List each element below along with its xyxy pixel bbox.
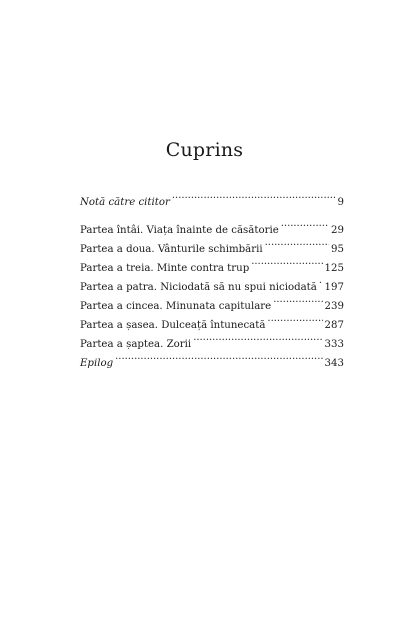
toc-dot-leader bbox=[281, 214, 329, 233]
toc-entry-page: 95 bbox=[331, 244, 344, 255]
table-of-contents bbox=[80, 186, 344, 369]
page-title: Cuprins bbox=[165, 139, 244, 161]
toc-entry-page: 343 bbox=[324, 358, 344, 369]
toc-dot-leader bbox=[193, 328, 322, 347]
toc-entry bbox=[80, 347, 344, 369]
toc-entry bbox=[80, 186, 344, 208]
toc-entry-page: 9 bbox=[337, 197, 344, 208]
toc-entry-label: Partea a cincea. Minunata capitulare bbox=[80, 301, 272, 312]
toc-entry-label: Notă către cititor bbox=[80, 197, 170, 208]
toc-entry-page: 125 bbox=[324, 263, 344, 274]
toc-entry-label: Partea a treia. Minte contra trup bbox=[80, 263, 250, 274]
toc-entry-label: Partea a șasea. Dulceață întunecată bbox=[80, 320, 266, 331]
toc-entry-label: Partea întâi. Viața înainte de căsătorie bbox=[80, 225, 279, 236]
toc-dot-leader bbox=[319, 271, 323, 290]
toc-dot-leader bbox=[115, 347, 322, 366]
toc-dot-leader bbox=[267, 309, 322, 328]
toc-dot-leader bbox=[172, 186, 336, 205]
toc-entry-label: Partea a patra. Niciodată să nu spui niciodată bbox=[80, 282, 317, 293]
toc-dot-leader bbox=[273, 290, 322, 309]
toc-entry-label: Epilog bbox=[80, 358, 114, 369]
toc-dot-leader bbox=[251, 252, 322, 271]
toc-entry-label: Partea a șaptea. Zorii bbox=[80, 339, 192, 350]
toc-entry bbox=[80, 214, 344, 236]
toc-entry-page: 239 bbox=[324, 301, 344, 312]
toc-entry-page: 333 bbox=[324, 339, 344, 350]
toc-entry-label: Partea a doua. Vânturile schimbării bbox=[80, 244, 263, 255]
toc-entry-page: 197 bbox=[324, 282, 344, 293]
toc-dot-leader bbox=[265, 233, 329, 252]
toc-entry-page: 287 bbox=[324, 320, 344, 331]
toc-entry-page: 29 bbox=[331, 225, 344, 236]
